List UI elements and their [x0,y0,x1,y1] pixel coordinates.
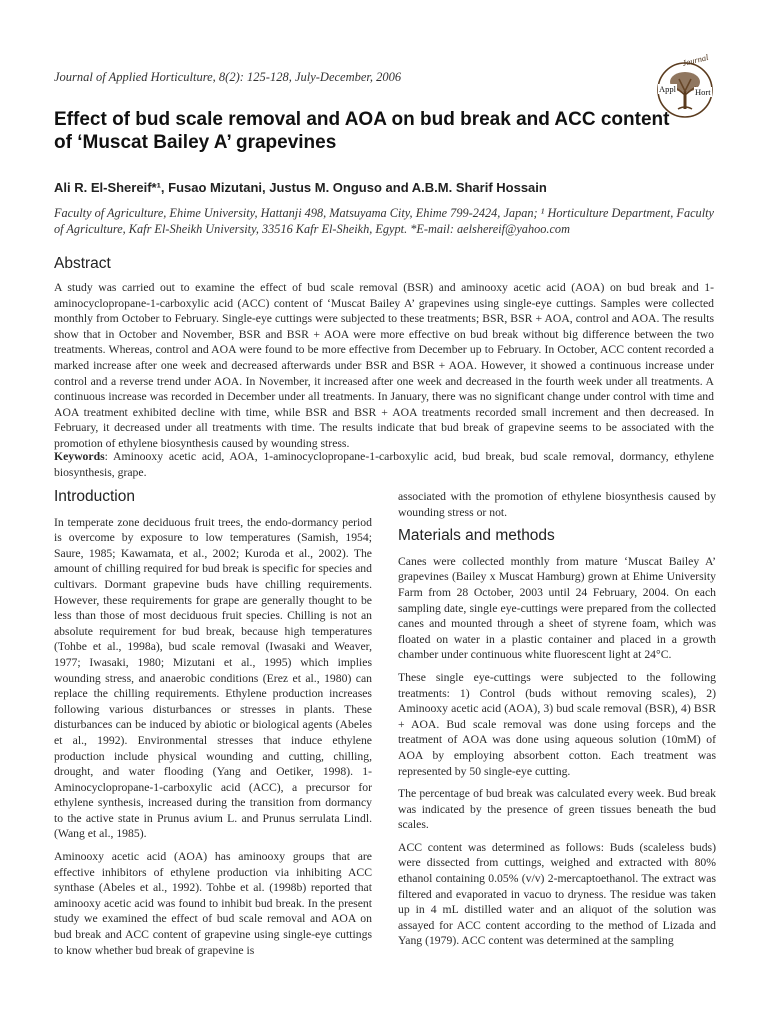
left-column [54,489,372,965]
keywords-label: Keywords [54,450,105,463]
authors: Ali R. El-Shereif*¹, Fusao Mizutani, Justus M. Onguso and A.B.M. Sharif Hossain [54,180,547,195]
right-column [398,489,716,956]
paper-title: Effect of bud scale removal and AOA on bud break and ACC content of ‘Muscat Bailey A’ grapevines [54,109,670,153]
introduction-paragraph-1: In temperate zone deciduous fruit trees, the endo-dormancy period is overcome by exposure to low temperatures (Samish, 1954; Saure, 1985; Kawamata, et al., 2002; Kuroda et al., 2002). The amount of chilling required for bud break is specific for species and cultivars. Dormant grapevine buds have chilling requirements. However, these requirements for grape are generally thought to be less than those of most deciduous fruit species. Chilling is not an absolute requirement for bud break, because high temperatures (Tohbe et al., 1998a), bud scale removal (Iwasaki and Weaver, 1977; Iwasaki, 1980; Mizutani et al., 1995) which implies wounding stress, and anaerobic conditions (Erez et al., 1980) can replace the chilling requirements. Ethylene production increases following various disturbances or stresses in plants. These disturbances can be induced by abiotic or biological agents (Abeles et al., 1992). Environmental stresses that induce ethylene production include physical wounding and cutting, chilling, drought, and water flooding (Yang and Oetiker, 1998). 1-Aminocyclopropane-1-carboxylic acid (ACC), a precursor for ethylene synthesis, increased during the transition from dormancy to the active state in Prunus avium L. and Prunus serrulata Lindl. (Wang et al., 1985). [54,515,372,841]
abstract-text: A study was carried out to examine the effect of bud scale removal (BSR) and aminooxy acetic acid (AOA) on bud break and 1-aminocyclopropane-1-carboxylic acid (ACC) content of ‘Muscat Bailey A’ grapevines using single-eye cuttings. Samples were collected monthly from October to February. Single-eye cuttings were subjected to these treatments; BSR, BSR + AOA, control and AOA. The results show that in October and November, BSR and BSR + AOA were more effective on bud break without big difference between the two treatments. Whereas, control and AOA were found to be more effective from December up to February. In October, ACC content recorded a marked increase after one week and decreased afterwards under BSR and BSR + AOA. However, it showed a continuous increase under control and a reverse trend under AOA. In November, it increased after one week and decreased in the fourth week under all treatments. A continuous increase was recorded in December under all treatments. In January, there was no significant change under control with time and AOA treatment exhibited decline with time, while BSR and BSR + AOA treatments recorded small increment and then decreased. In February, it decreased under all treatments with time. The results indicate that bud break of grapevine seems to be associated with the promotion of ethylene biosynthesis caused by wounding stress. [54,281,714,450]
keywords [54,449,714,480]
methods-paragraph-3: The percentage of bud break was calculated every week. Bud break was indicated by the presence of green tissues beneath the bud scales. [398,787,716,832]
keywords-list: : Aminooxy acetic acid, AOA, 1-aminocyclopropane-1-carboxylic acid, bud break, bud scale removal, dormancy, ethylene biosynthesis, grape. [54,450,714,479]
methods-paragraph-1: Canes were collected monthly from mature ‘Muscat Bailey A’ grapevines (Bailey x Muscat Hamburg) grown at Ehime University Farm from 28 October, 2003 until 24 February, 2004. On each sampling date, single eye-cuttings were prepared from the collected canes and mounted through a sheet of styrene foam, which was floated on water in a plastic container and placed in a growth chamber under continuous white fluorescent light at 24°C. [398,554,716,662]
affiliation: Faculty of Agriculture, Ehime University, Hattanji 498, Matsuyama City, Ehime 799-2424, Japan; ¹ Horticulture Department, Faculty of Agriculture, Kafr El-Sheikh University, 33516 Kafr El-Sheikh, Egypt. *E-mail: aelshereif@yahoo.com [54,206,714,236]
introduction-heading: Introduction [54,488,135,505]
abstract-heading: Abstract [54,255,111,272]
introduction-continuation: associated with the promotion of ethylene biosynthesis caused by wounding stress or not. [398,490,716,519]
methods-paragraph-4: ACC content was determined as follows: Buds (scaleless buds) were dissected from cuttings, weighed and extracted with 80% ethanol containing 0.05% (v/v) 2-mercaptoethanol. The extract was filtered and evaporated in vacuo to dryness. The residue was taken up in 4 mL distilled water and an aliquot of the solution was assayed for ACC content according to the method of Lizada and Yang (1979). ACC content was determined at the sampling [398,840,716,948]
logo-text-appl: Appl [659,84,676,94]
methods-paragraph-2: These single eye-cuttings were subjected to the following treatments: 1) Control (buds without removing scales), 2) Aminooxy acetic acid (AOA), 3) bud scale removal (BSR), 4) BSR + AOA. Bud scale removal was done using forceps and the treatment of AOA was done using aqueous solution (10mM) of AOA by employing absorbent cotton. Each treatment was represented by 50 single-eye cutting. [398,670,716,778]
introduction-paragraph-2: Aminooxy acetic acid (AOA) has aminooxy groups that are effective inhibitors of ethylene production via inhibiting ACC synthase (Abeles et al., 1992). Tohbe et al. (1998b) reported that aminooxy acetic acid was found to inhibit bud break. In the present study we examined the effect of bud scale removal and AOA on bud break and ACC content of grapevine using single-eye cuttings to know whether bud break of grapevine is [54,850,372,957]
logo-text-journal: Journal [681,51,710,69]
logo-text-hort: Hort [695,87,711,97]
journal-citation: Journal of Applied Horticulture, 8(2): 125-128, July-December, 2006 [54,70,402,84]
methods-heading: Materials and methods [398,527,555,545]
